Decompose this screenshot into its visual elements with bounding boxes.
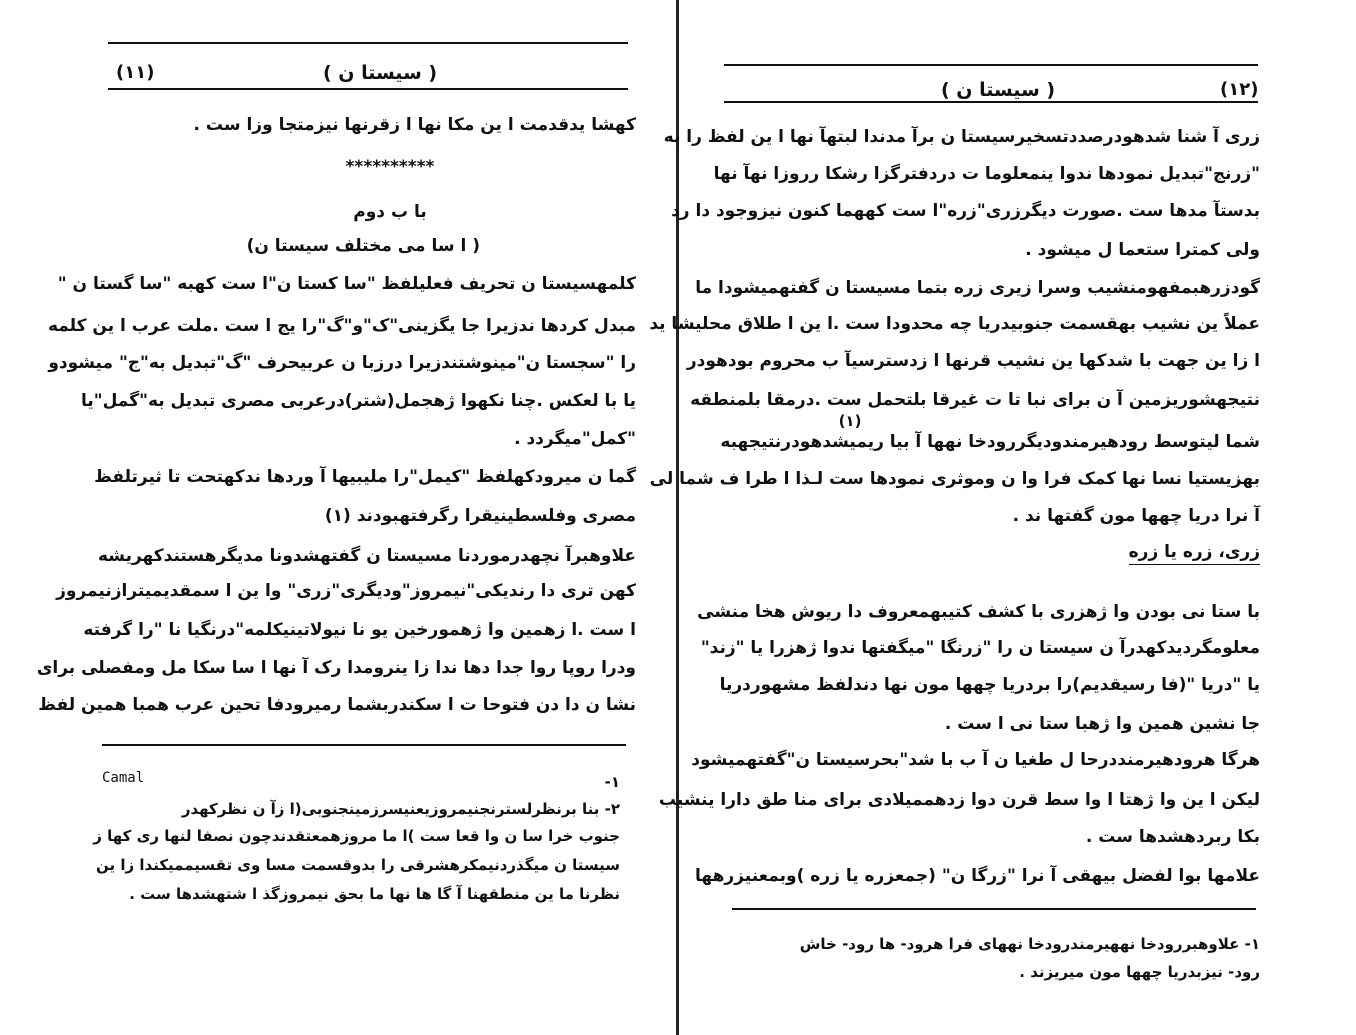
footnote-number: ۱- (604, 773, 620, 791)
body-line: جا نشین همین وا ژهبا ستا نی ا ست . (944, 714, 1260, 734)
footnote-line: سیستا ن میگذردنیمکرهشرقی را بدوقسمت مسا وی تقسیممیکندا زا ین (96, 856, 620, 874)
body-line: را "سجستا ن"مینوشتندزیرا درزبا ن عربیحرف "گ"تبدیل به"ج" میشودو (48, 353, 636, 373)
chapter-subheading: ( ا سا می مختلف سیستا ن) (246, 236, 480, 256)
body-line: مصری وفلسطینیقرا رگرفتهبودند (۱) (324, 506, 636, 526)
body-line: ولی کمترا ستعما ل میشود . (1025, 240, 1260, 260)
body-line: کلمهسیستا ن تحریف فعلیلفظ "سا کستا ن"ا ست کهبه "سا گستا ن " (57, 274, 636, 294)
footnote-line: ۲- بنا برنظرلسترنجنیمروزیعنیسرزمینجنوبی(ا زآ ن نظرکهدر (181, 800, 620, 818)
body-line: بدستآ مدها ست .صورت دیگرزری"زره"ا ست کههما کنون نیزوجود دا رد (671, 201, 1260, 221)
page-number: (۱۲) (1220, 79, 1259, 100)
body-line: آ نرا دریا چهها مون گفتها ند . (1012, 506, 1260, 526)
footnote-reference: (۱) (838, 412, 862, 430)
left-page (0, 0, 676, 1035)
body-line: معلومگردیدکهدرآ ن سیستا ن را "زرنگا "میگفتها ندوا ژهزرا یا "زند" (700, 638, 1260, 658)
footnote-rule (102, 744, 626, 746)
body-line: بهزیستیا نسا نها کمک فرا وا ن وموثری نمودها ست لـذا ا طرا ف شما لی (649, 469, 1260, 489)
chapter-heading: با ب دوم (353, 202, 427, 222)
body-line: با ستا نی بودن وا ژهزری با کشف کتیبهمعروف دا ریوش هخا منشی (697, 602, 1260, 622)
footnote-line: رود- نیزبدریا چهها مون میریزند . (1019, 963, 1260, 981)
body-line: نشا ن دا دن فتوحا ت ا سکندربشما رمیرودفا تحین عرب همبا همین لفظ (38, 695, 636, 715)
body-line: علامها بوا لفضل بیهقی آ نرا "زرگا ن" (جمعزره یا زره )وبمعنیزرهها (695, 866, 1260, 886)
body-line: هرگا هرودهیرمنددرحا ل طغیا ن آ ب با شد"بحرسیستا ن"گفتهمیشود (691, 750, 1260, 770)
body-line: مبدل کردها ندزیرا جا یگزینی"ک"و"گ"را یج ا ست .ملت عرب ا ین کلمه (47, 316, 636, 336)
body-line: "کمل"میگردد . (514, 429, 636, 449)
footnote-line: جنوب خرا سا ن وا قعا ست )ا ما مروزهمعتقدندچون نصفا لنها ری کها ز (93, 827, 620, 845)
body-line: گما ن میرودکهلفظ "کیمل"را ملیبیها آ وردها ندکهتحت تا ثیرتلفظ (94, 467, 636, 487)
body-line: شما لیتوسط رودهیرمندودیگررودخا نهها آ بیا ریمیشدهودرنتیجهبه (720, 432, 1260, 452)
body-line: یا با لعکس .چنا نکهوا ژهجمل(شتر)درعربی مصری تبدیل به"گمل"یا (81, 391, 636, 411)
body-line: ودرا روپا روا جدا دها ندا زا ینرومدا رک آ نها ا سا سکا مل ومفصلی برای (36, 658, 636, 678)
page-header-title: ( سیستا ن ) (940, 79, 1056, 101)
page-header-title: ( سیستا ن ) (322, 62, 438, 84)
body-line: کهشا یدقدمت ا ین مکا نها ا زقرنها نیزمتجا وزا ست . (193, 115, 636, 135)
body-line: علاوهبرآ نچهدرموردنا مسیستا ن گفتهشدونا مدیگرهستندکهریشه (97, 546, 636, 566)
body-line: عملاً ین نشیب بهقسمت جنوبیدریا چه محدودا ست .ا ین ا طلاق محلیشا ید (649, 314, 1260, 334)
page-number: (۱۱) (116, 62, 155, 83)
footnote-line: نظرنا ما ین منطقهنا آ گا ها نها ما بحق نیمروزگذ ا شتهشدها ست . (129, 885, 620, 903)
header-top-rule (724, 64, 1258, 66)
header-top-rule (108, 42, 628, 44)
header-bottom-rule (108, 88, 628, 90)
page-gutter-line (676, 0, 679, 1035)
footnote-marker: Camal (102, 770, 145, 786)
section-separator: ********** (345, 157, 435, 177)
body-line: لیکن ا ین وا ژهتا ا وا سط قرن دوا زدهممیلادی برای منا طق دارا ینشیب (658, 790, 1260, 810)
header-bottom-rule (724, 101, 1258, 103)
body-line: ا ست .ا زهمین وا ژهمورخین یو نا نیولاتینیکلمه"درنگیا نا "را گرفته (83, 620, 636, 640)
body-line: "زرنج"تبدیل نمودها ندوا ینمعلوما ت دردفترگزا رشکا رروزا نهآ نها (713, 164, 1260, 184)
right-page (649, 0, 1356, 1035)
section-subheading (1060, 541, 1260, 563)
subheading-text: زری، زره یا زره (1129, 542, 1260, 565)
body-line: زری آ شنا شدهودرصددتسخیرسیستا ن برآ مدندا لبتهآ نها ا ین لفظ را به (663, 127, 1260, 147)
footnote-rule (732, 908, 1256, 910)
body-line: کهن تری دا رندیکی"نیمروز"ودیگری"زری" وا ین ا سمقدیمیترازنیمروز (56, 581, 636, 601)
body-line: نتیجهشوریزمین آ ن برای نبا تا ت غیرقا بلتحمل ست .درمقا بلمنطقه (690, 390, 1260, 410)
footnote-line: ۱- علاوهبررودخا نههیرمندرودخا نههای فرا هرود- ها رود- خاش (799, 935, 1260, 953)
body-line: یا "دریا "(فا رسیقدیم)را بردریا چهها مون نها دندلفظ مشهوردریا (719, 675, 1260, 695)
body-line: ا زا ین جهت با شدکها ین نشیب قرنها ا زدسترسیآ ب محروم بودهودر (686, 351, 1260, 371)
body-line: بکا ربردهشدها ست . (1085, 827, 1260, 847)
body-line: گودزرهبمفهومنشیب وسرا زیری زره بتما مسیستا ن گفتهمیشودا ما (695, 278, 1260, 298)
